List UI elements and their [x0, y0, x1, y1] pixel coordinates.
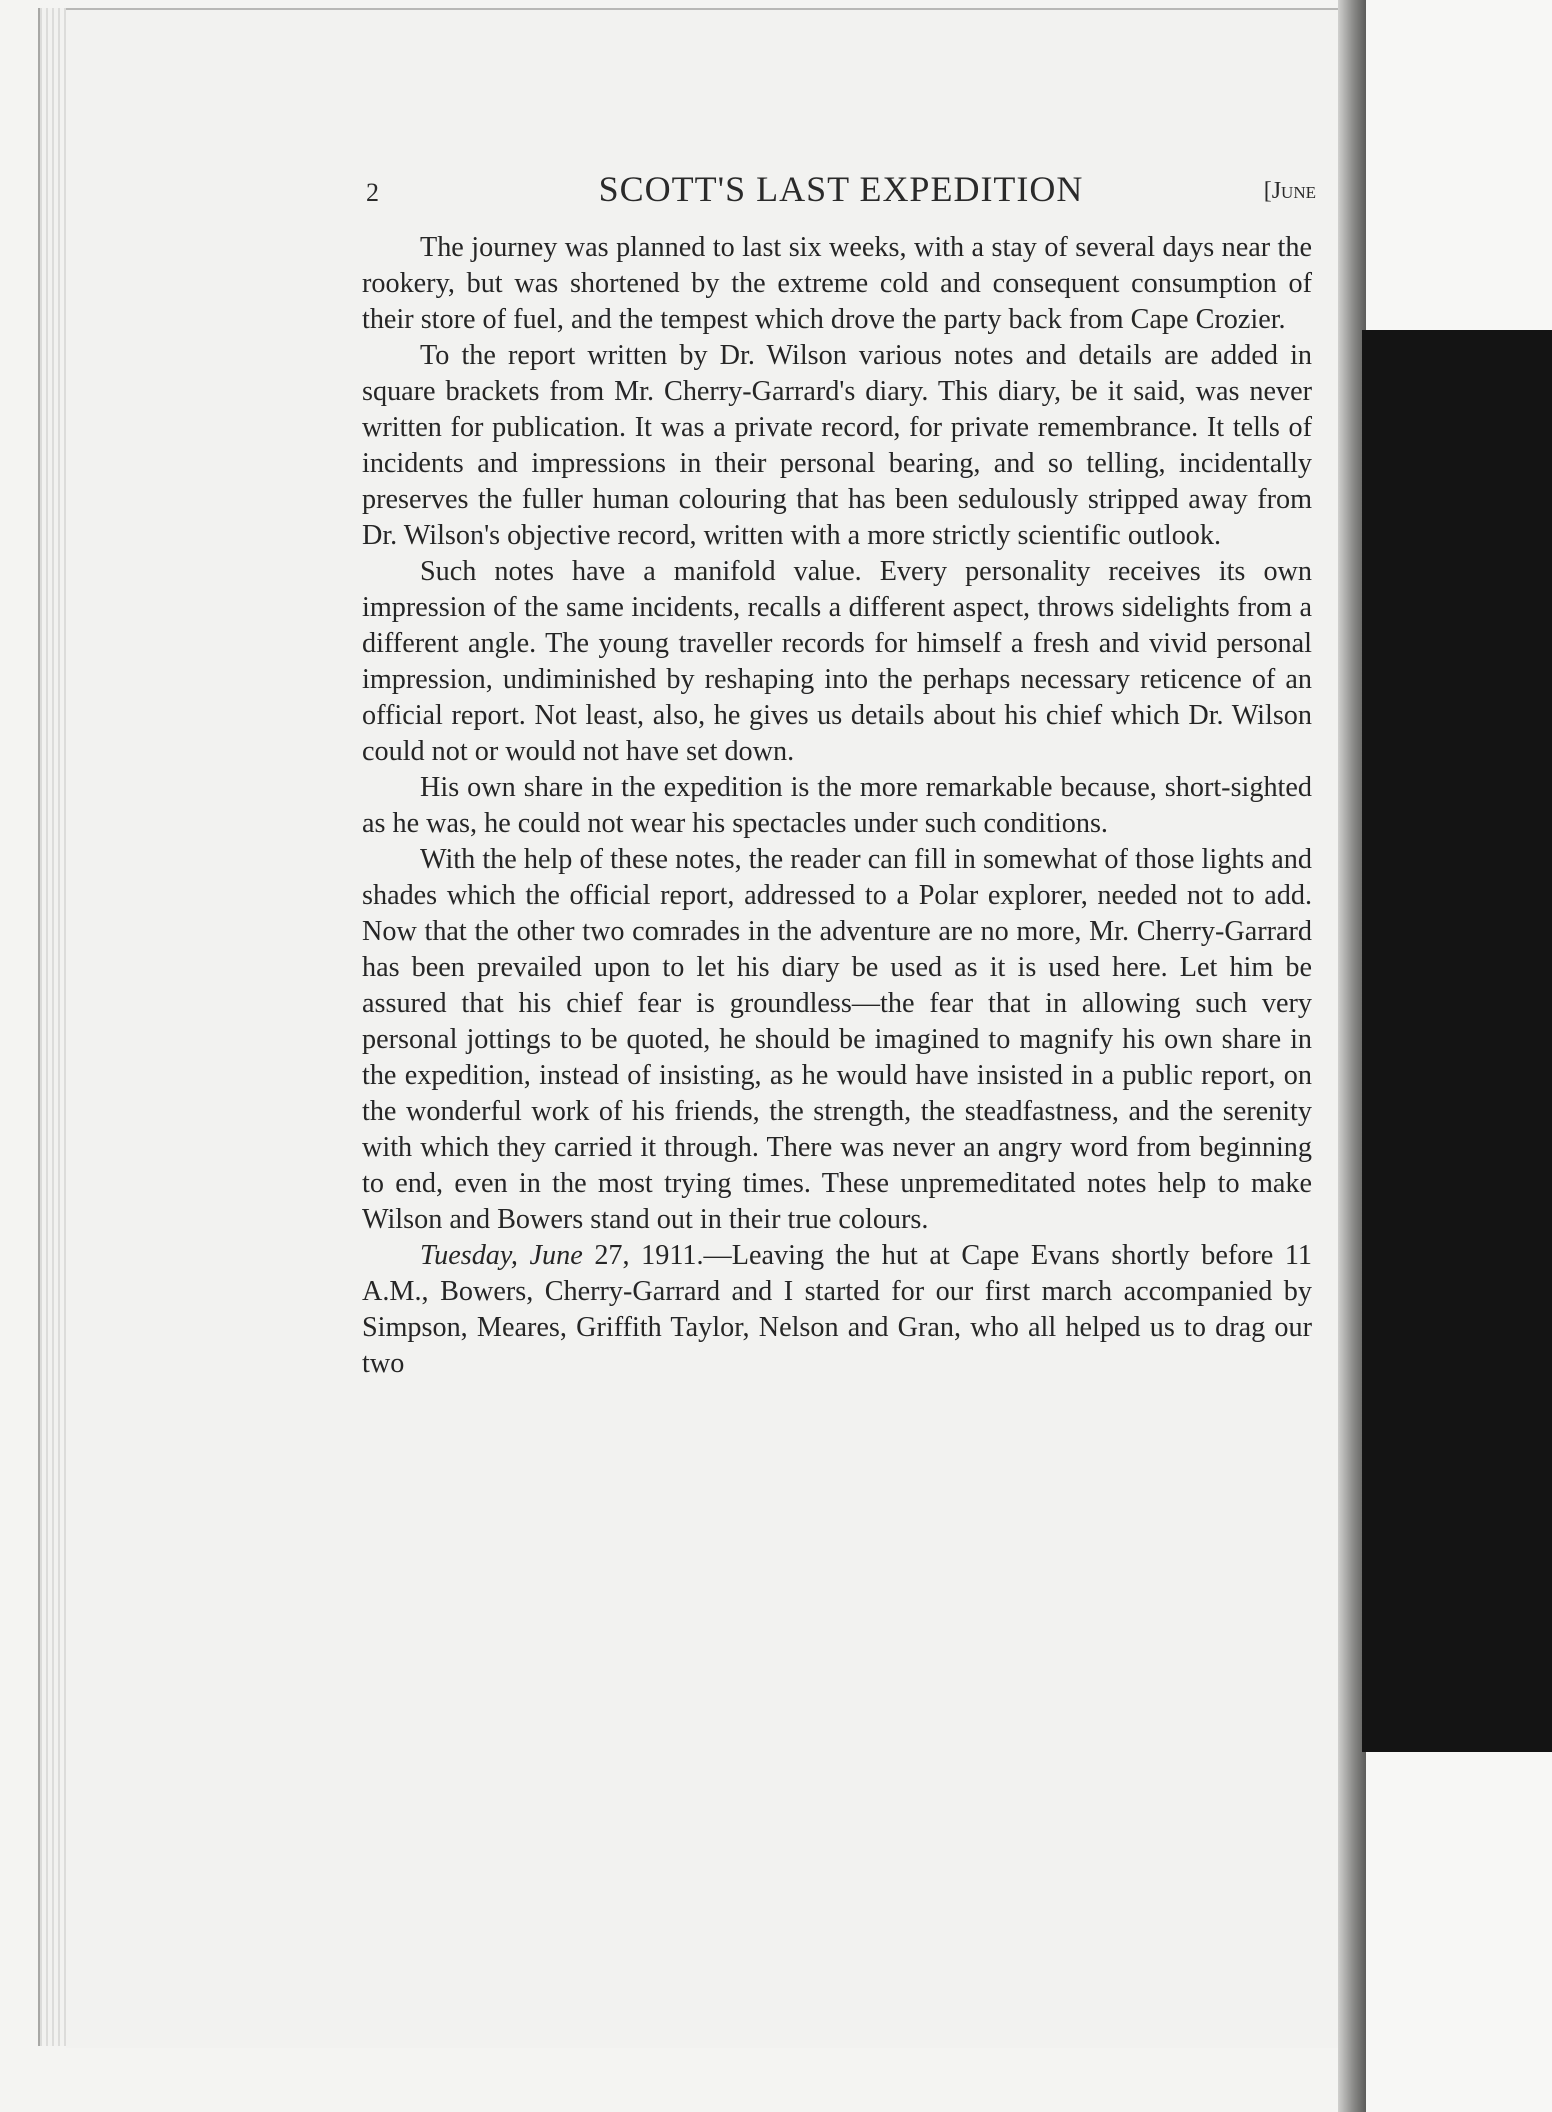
page-number: 2	[366, 178, 379, 207]
diary-entry	[362, 1238, 1312, 1382]
paragraph: Such notes have a manifold value. Every personality receives its own impression of the same incidents, recalls a different aspect, throws sidelights from a different angle. The young traveller records for himself a fresh and vivid personal impression, undiminished by reshaping into the perhaps necessary reticence of an official report. Not least, also, he gives us details about his chief which Dr. Wilson could not or would not have set down.	[362, 556, 1312, 767]
diary-text: —Leaving the hut at Cape Evans shortly before 11	[703, 1240, 1312, 1271]
facing-page-dark-plate	[1362, 330, 1552, 1752]
paragraph: With the help of these notes, the reader can fill in somewhat of those lights and shades which the official report, addressed to a Polar explorer, needed not to add. Now that the other two comrades in the adventure are no more, Mr. Cherry-Garrard has been prevailed upon to let his diary be used as it is used here. Let him be assured that his chief fear is groundless—the fear that in allowing such very personal jottings to be quoted, he should be imagined to magnify his own share in the expedition, instead of insisting, as he would have insisted in a public report, on the wonderful work of his friends, the strength, the steadfastness, and the serenity with which they carried it through. There was never an angry word from beginning to end, even in the most trying times. These unpremeditated notes help to make Wilson and Bowers stand out in their true colours.	[362, 844, 1312, 1235]
diary-date: Tuesday, June	[420, 1240, 583, 1271]
body-text	[362, 230, 1312, 1382]
page-title: SCOTT'S LAST EXPEDITION	[598, 169, 1084, 209]
paragraph: His own share in the expedition is the more remarkable because, short-sighted as he was, he could not wear his spectacles under such conditions.	[362, 772, 1312, 839]
diary-day-year: 27, 1911.	[582, 1240, 704, 1271]
diary-time: A.M.	[362, 1276, 422, 1307]
running-head-month: [June	[1263, 178, 1316, 204]
paragraph: To the report written by Dr. Wilson various notes and details are added in square brackets from Mr. Cherry-Garrard's diary. This diary, be it said, was never written for publication. It was a private record, for private remembrance. It tells of incidents and impressions in their personal bearing, and so telling, incidentally preserves the fuller human colouring that has been sedulously stripped away from Dr. Wilson's objective record, written with a more strictly scientific outlook.	[362, 340, 1312, 551]
running-head	[366, 162, 1316, 222]
diary-text-continued: , Bowers, Cherry-Garrard and I started for our first march accompanied by Simpson, Meares, Griffith Taylor, Nelson and Gran, who all helped us to drag our two	[362, 1276, 1312, 1379]
paragraph: The journey was planned to last six weeks, with a stay of several days near the rookery, but was shortened by the extreme cold and consequent consumption of their store of fuel, and the tempest which drove the party back from Cape Crozier.	[362, 232, 1312, 335]
